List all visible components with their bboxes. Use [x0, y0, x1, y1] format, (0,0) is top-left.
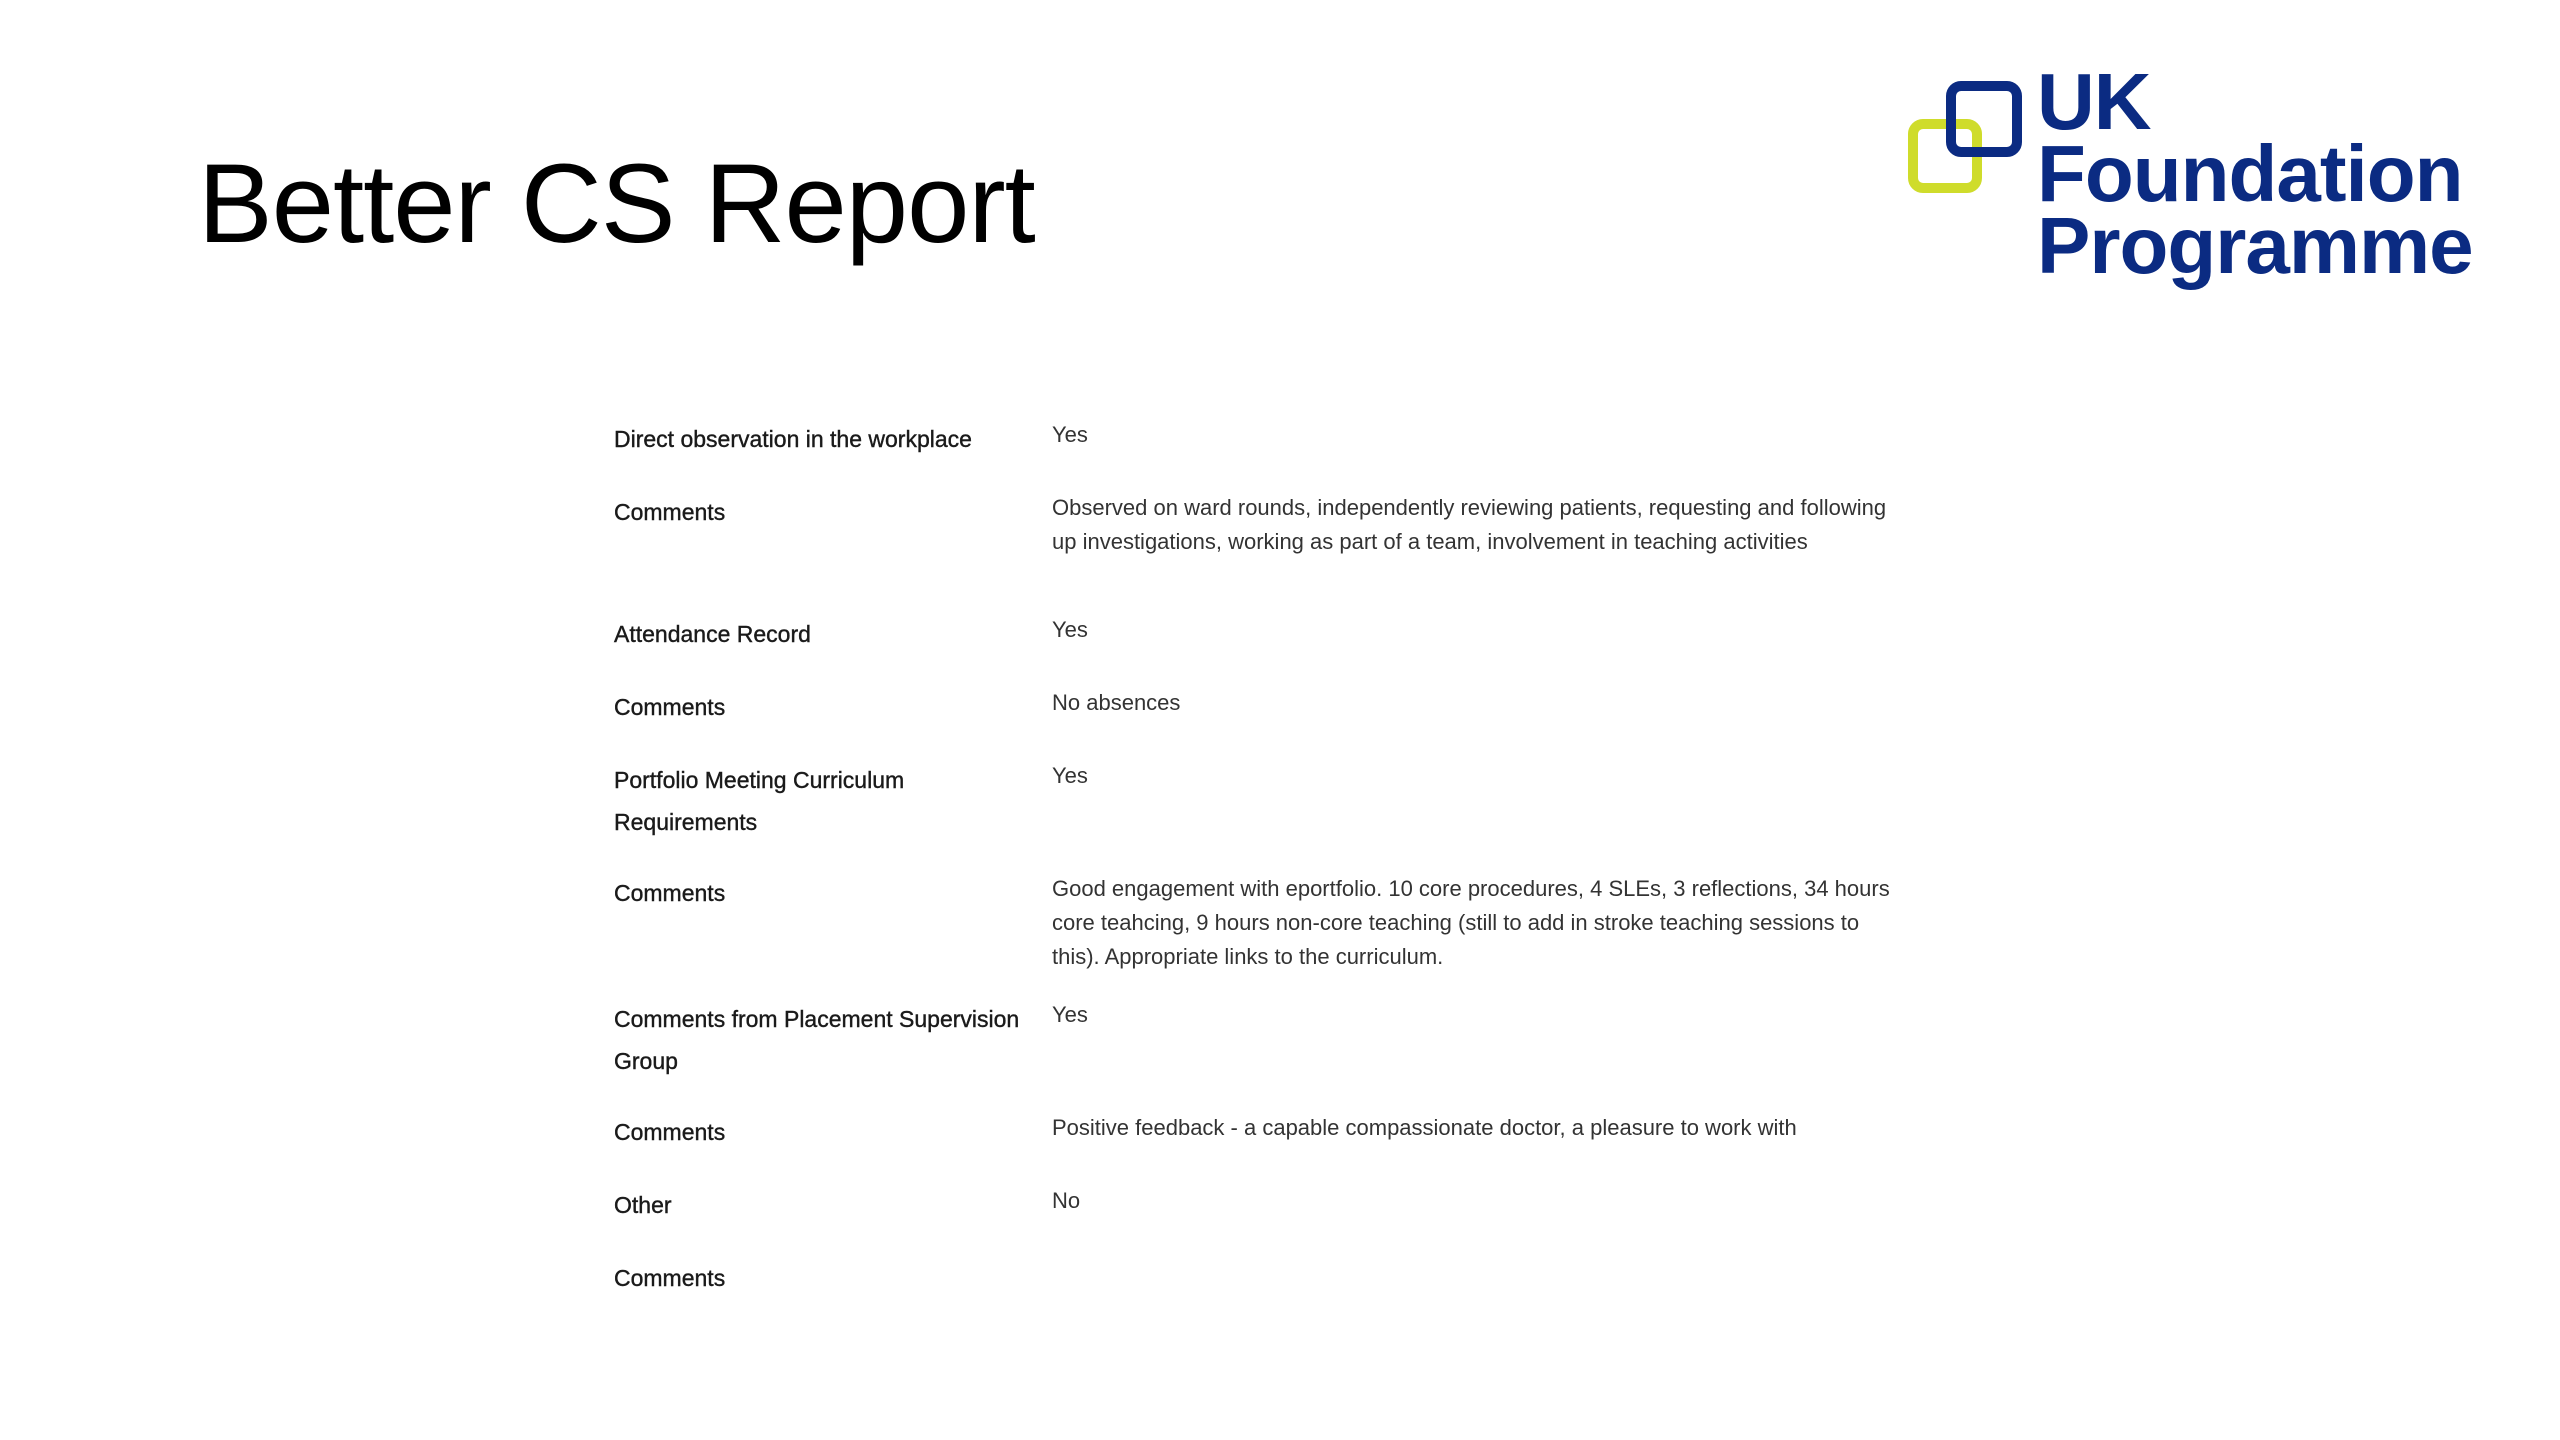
row-label: Comments [614, 1265, 726, 1291]
report-row-direct-observation [614, 418, 1914, 491]
report-row-portfolio-requirements [614, 759, 1914, 872]
report-row-attendance-record [614, 613, 1914, 686]
row-label: Comments [614, 499, 726, 525]
row-label: Portfolio Meeting Curriculum Requirements [614, 767, 905, 835]
uk-foundation-programme-logo [1905, 57, 2525, 316]
logo-line-uk: UK [2037, 57, 2151, 146]
row-label: Comments [614, 1119, 726, 1145]
row-value: Yes [1052, 763, 1088, 788]
report-row-other [614, 1184, 1914, 1257]
row-label: Direct observation in the workplace [614, 426, 972, 452]
row-value: No absences [1052, 690, 1181, 715]
logo-line-foundation: Foundation [2037, 129, 2463, 218]
row-value: Positive feedback - a capable compassionate doctor, a pleasure to work with [1052, 1115, 1797, 1140]
row-label: Other [614, 1192, 672, 1218]
row-label: Comments [614, 880, 726, 906]
logo-wordmark [2037, 57, 2473, 290]
row-value: Yes [1052, 422, 1088, 447]
row-label: Comments [614, 694, 726, 720]
row-value: Observed on ward rounds, independently reviewing patients, requesting and following up investigations, working as part of a team, involvement in teaching activities [1052, 495, 1887, 554]
report-row-portfolio-comments [614, 872, 1914, 998]
logo-line-programme: Programme [2037, 201, 2473, 290]
row-label: Comments from Placement Supervision Group [614, 1006, 1020, 1074]
report-row-placement-supervision [614, 998, 1914, 1111]
slide-title: Better CS Report [198, 141, 1035, 266]
row-label: Attendance Record [614, 621, 811, 647]
report-row-attendance-comments [614, 686, 1914, 759]
report-row-observation-comments [614, 491, 1914, 613]
row-value: No [1052, 1188, 1081, 1213]
report-row-placement-comments [614, 1111, 1914, 1184]
report-row-other-comments [614, 1257, 1914, 1330]
row-value: Good engagement with eportfolio. 10 core procedures, 4 SLEs, 3 reflections, 34 hours core teahcing, 9 hours non-core teaching (still to add in stroke teaching sessions to this). Appropriate links to the curriculum. [1052, 876, 1890, 969]
cs-report-table [614, 418, 1914, 1330]
interlocking-squares-logo-icon [1905, 76, 2031, 196]
row-value: Yes [1052, 1002, 1088, 1027]
row-value: Yes [1052, 617, 1088, 642]
